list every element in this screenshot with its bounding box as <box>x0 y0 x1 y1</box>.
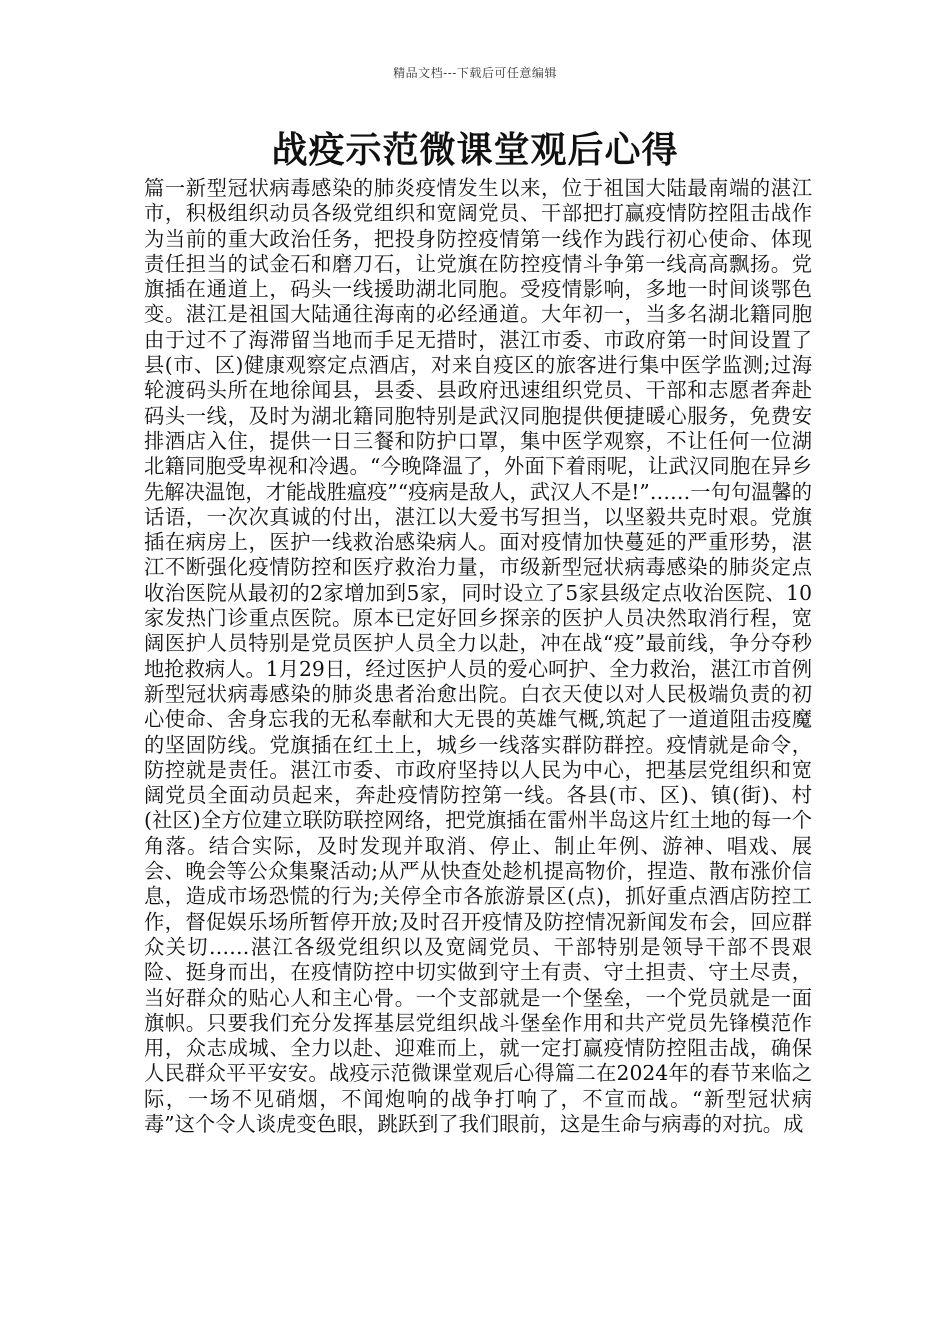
header-note: 精品文档---下载后可任意编辑 <box>393 66 557 80</box>
page-title: 战疫示范微课堂观后心得 <box>271 129 679 171</box>
body-paragraph: 篇一新型冠状病毒感染的肺炎疫情发生以来，位于祖国大陆最南端的湛江市，积极组织动员各级党组织和宽阔党员、干部把打赢疫情防控阻击战作为当前的重大政治任务，把投身防控疫情第一线作为践行初心使命、体现责任担当的试金石和磨刀石，让党旗在防控疫情斗争第一线高高飘扬。党旗插在通道上，码头一线援助湖北同胞。受疫情影响，多地一时间谈鄂色变。湛江是祖国大陆通往海南的必经通道。大年初一，当多名湖北籍同胞由于过不了海滞留当地而手足无措时，湛江市委、市政府第一时间设置了县(市、区)健康观察定点酒店，对来自疫区的旅客进行集中医学监测;过海轮渡码头所在地徐闻县，县委、县政府迅速组织党员、干部和志愿者奔赴码头一线，及时为湖北籍同胞特别是武汉同胞提供便捷暖心服务，免费安排酒店入住，提供一日三餐和防护口罩，集中医学观察，不让任何一位湖北籍同胞受卑视和冷遇。“今晚降温了，外面下着雨呢，让武汉同胞在异乡先解决温饱，才能战胜瘟疫”“疫病是敌人，武汉人不是!”……一句句温馨的话语，一次次真诚的付出，湛江以大爱书写担当，以坚毅共克时艰。党旗插在病房上，医护一线救治感染病人。面对疫情加快蔓延的严重形势，湛江不断强化疫情防控和医疗救治力量，市级新型冠状病毒感染的肺炎定点收治医院从最初的2家增加到5家，同时设立了5家县级定点收治医院、10家发热门诊重点医院。原本已定好回乡探亲的医护人员决然取消行程，宽阔医护人员特别是党员医护人员全力以赴，冲在战“疫”最前线，争分夺秒地抢救病人。1月29日，经过医护人员的爱心呵护、全力救治，湛江市首例新型冠状病毒感染的肺炎患者治愈出院。白衣天使以对人民极端负责的初心使命、舍身忘我的无私奉献和大无畏的英雄气概,筑起了一道道阻击疫魔的坚固防线。党旗插在红土上，城乡一线落实群防群控。疫情就是命令，防控就是责任。湛江市委、市政府坚持以人民为中心，把基层党组织和宽阔党员全面动员起来，奔赴疫情防控第一线。各县(市、区)、镇(街)、村(社区)全方位建立联防联控网络，把党旗插在雷州半岛这片红土地的每一个角落。结合实际，及时发现并取消、停止、制止年例、游神、唱戏、展会、晚会等公众集聚活动;从严从快查处趁机提高物价，捏造、散布涨价信息，造成市场恐慌的行为;关停全市各旅游景区(点)，抓好重点酒店防控工作，督促娱乐场所暂停开放;及时召开疫情及防控情况新闻发布会，回应群众关切……湛江各级党组织以及宽阔党员、干部特别是领导干部不畏艰险、挺身而出，在疫情防控中切实做到守土有责、守土担责、守土尽责，当好群众的贴心人和主心骨。一个支部就是一个堡垒，一个党员就是一面旗帜。只要我们充分发挥基层党组织战斗堡垒作用和共产党员先锋模范作用，众志成城、全力以赴、迎难而上，就一定打赢疫情防控阻击战，确保人民群众平平安安。战疫示范微课堂观后心得篇二在2024年的春节来临之际，一场不见硝烟，不闻炮响的战争打响了，不宣而战。“新型冠状病毒”这个令人谈虎变色眼，跳跃到了我们眼前，这是生命与病毒的对抗。成 <box>144 176 812 1136</box>
